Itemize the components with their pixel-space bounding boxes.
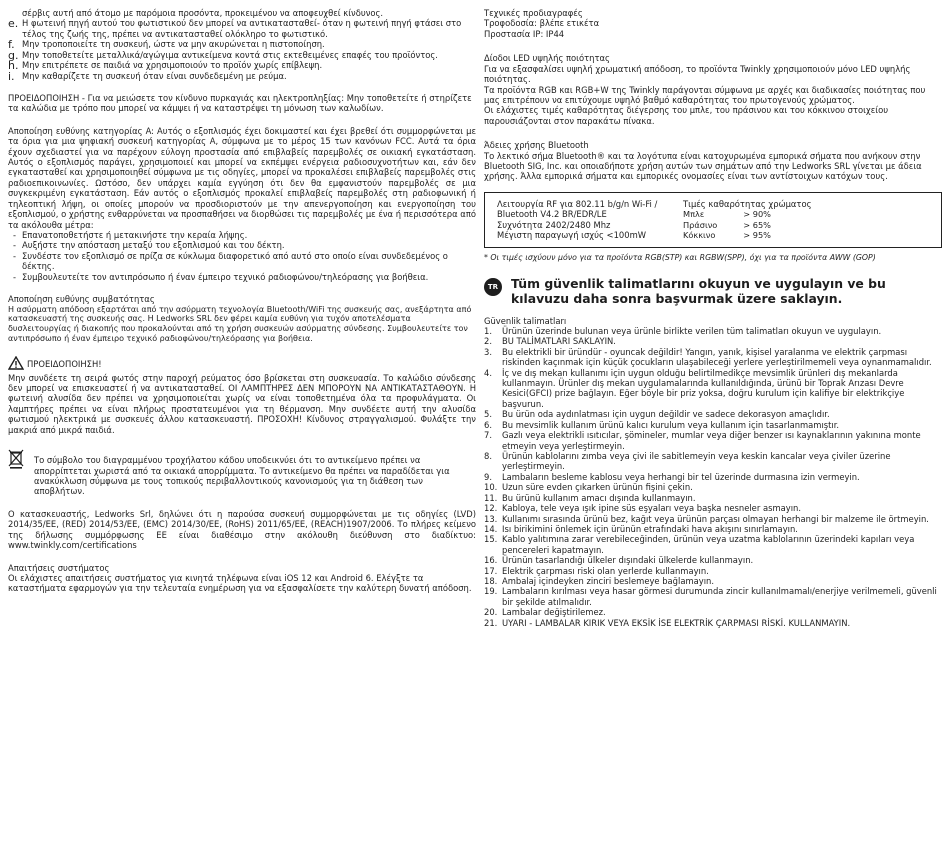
list-item (8, 50, 476, 60)
list-item-text: Ambalaj içindeyken zinciri beslemeye bağlamayın. (502, 576, 715, 587)
list-marker: g. (8, 48, 19, 62)
led-text: Οι ελάχιστες τιμές καθαρότητας διέγερσης του μπλε, του πράσινου και του κόκκινου στοιχείου παρουσιάζονται στον παρακάτω πίνακα. (484, 105, 889, 126)
language-badge: TR (484, 278, 502, 296)
list-item: 3. Bu elektrikli bir üründür - oyuncak değildir! Yangın, yanık, kişisel yaralanma ve elektrik çarpması riskinden kaçınmak için küçük çocukların ulaşabileceği yerlere yerleştirilmemeli veya oynanmamalıdır. (484, 346, 932, 368)
table-row (683, 220, 775, 230)
list-item-text: Elektrik çarpması riski olan yerlerde kullanmayın. (502, 565, 709, 576)
crossed-bin-icon (8, 449, 24, 471)
bt-text: Το λεκτικό σήμα Bluetooth® και τα λογότυπα είναι κατοχυρωμένα εμπορικά σήματα που ανήκουν στην Bluetooth SIG, Inc. και οποιαδήποτε χρήση αυτών των σημάτων από την Ledworks SRL γίνεται με άδεια χρήσης. Άλλα εμπορικά σήματα και εμπορικές ονομασίες είναι των αντίστοιχων κατόχων τους. (484, 150, 922, 182)
bt-heading: Άδειες χρήσης Bluetooth (484, 140, 589, 151)
warning-triangle-icon (8, 356, 24, 372)
purity-table (683, 209, 775, 240)
led-text: Για να εξασφαλίσει υψηλή χρωματική απόδοση, το προϊόντα Twinkly χρησιμοποιούν μόνο LED υψηλής ποιότητας. (484, 63, 911, 85)
list-item: 14. Isı birikimini önlemek için ürünün etrafındaki hava akışını sınırlamayın. (484, 523, 798, 534)
list-item-text: Lambaların kırılması veya hasar görmesi durumunda zincir kullanılmamalı/enerjiye verilmemeli, güvenli bir şekilde atılmalıdır. (502, 586, 937, 607)
rf-line: Λειτουργία RF για 802.11 b/g/n Wi-Fi / (497, 198, 658, 209)
list-item-text: Kullanımı sırasında ürünü bez, kağıt veya ürünün parçası olmayan herhangi bir malzeme ile örtmeyin. (502, 513, 929, 524)
list-item: - Επανατοποθετήστε ή μετακινήστε την κεραία λήψης. (8, 230, 476, 240)
purity-value: > 65% (743, 219, 771, 230)
spec-box (484, 192, 942, 248)
tr-title: Tüm güvenlik talimatlarını okuyun ve uygulayın ve bu kılavuzu daha sonra başvurmak üzere saklayın. (511, 276, 886, 307)
class-a-measures (8, 230, 476, 282)
list-item-text: Μην επιτρέπετε σε παιδιά να χρησιμοποιούν το προϊόν χωρίς επίβλεψη. (22, 60, 323, 71)
rf-specs (493, 199, 683, 241)
list-item: 16. Ürünün tasarlandığı ülkeler dışındaki ülkelerde kullanmayın. (484, 555, 754, 566)
top-continuation: σέρβις αυτή από άτομο με παρόμοια προσόντα, προκειμένου να αποφευχθεί κίνδυνος. (22, 8, 384, 18)
compat-heading: Αποποίηση ευθύνης συμβατότητας (8, 294, 155, 305)
list-item-text: Gazlı veya elektrikli ısıtıcılar, şömineler, mumlar veya diğer benzer ısı kaynaklarının yakınına monte etmeyin veya yerleştirmeyin. (502, 430, 921, 451)
compat-text: Η ασύρματη απόδοση εξαρτάται από την ασύρματη τεχνολογία Bluetooth/WiFi της συσκευής σας, ανεξάρτητα από κατασκευαστή της συσκευής σας. Η Ledworks SRL δεν φέρει καμία ευθύνη για τυχόν αποτελέσματα δυσλειτουργίας ή διακοπής που προκαλούνται από τη χρήση συσκευών ασύρματης σύνδεσης. Συμβουλευτείτε τον αντιπρόσωπο ή έναν έμπειρο τεχνικό ραδιοφώνου/τηλεόρασης για βοήθεια. (8, 304, 472, 344)
list-item (8, 18, 476, 39)
table-row (683, 230, 775, 240)
list-item-text: BU TALİMATLARI SAKLAYIN. (502, 336, 616, 347)
list-item: 20. Lambalar değiştirilemez. (484, 607, 606, 618)
fire-warning: ΠΡΟΕΙΔΟΠΟΙΗΣΗ - Για να μειώσετε τον κίνδυνο πυρκαγιάς και ηλεκτροπληξίας: Μην τοποθετείτε ή στηρίζετε τα καλώδια με τρόπο που μπορεί να κάμψει ή να καταστρέψει τη μόνωση των καλωδίων. (8, 92, 472, 114)
purity-value: > 90% (743, 209, 771, 220)
weee-text: Το σύμβολο του διαγραμμένου τροχήλατου κάδου υποδεικνύει ότι το αντικείμενο πρέπει να απορρίπτεται χωριστά από τα οικιακά απορρίμματα. Το αντικείμενο θα πρέπει να παραδίδεται για ανακύκλωση σύμφωνα με τους τοπικούς περιβαλλοντικούς κανονισμούς για τη διάθεση των αποβλήτων. (34, 455, 450, 497)
list-item-text: Μην τροποποιείτε τη συσκευή, ώστε να μην ακυρώνεται η πιστοποίηση. (22, 39, 325, 50)
list-item-text: Kablo yalıtımına zarar verebileceğinden, ürünün veya uzatma kablolarının üzerindeki kapıları veya pencereleri kapatmayın. (502, 534, 915, 555)
list-item-text: Bu ürünü kullanım amacı dışında kullanmayın. (502, 492, 696, 503)
list-item: 9. Lambaların besleme kablosu veya herhangi bir tel üzerinde durmasına izin vermeyin. (484, 471, 860, 482)
warning-header (8, 356, 476, 372)
list-item-text: Uzun süre evden çıkarken ürünün fişini çekin. (502, 482, 693, 493)
list-item: 17. Elektrik çarpması riski olan yerlerde kullanmayın. (484, 565, 709, 576)
rf-line: Bluetooth V4.2 BR/EDR/LE (497, 209, 607, 220)
list-item-text: Μην καθαρίζετε τη συσκευή όταν είναι συνδεδεμένη με ρεύμα. (22, 70, 287, 81)
led-heading: Δίοδοι LED υψηλής ποιότητας (484, 53, 610, 64)
class-a-heading: Αποποίηση ευθύνης κατηγορίας A: (8, 125, 154, 136)
spec-line: Προστασία IP: IP44 (484, 28, 565, 39)
list-item: 19. Lambaların kırılması veya hasar görmesi durumunda zincir kullanılmamalı/enerjiye verilmemeli, güvenli bir şekilde atılmalıdır. (484, 586, 937, 607)
class-a-disclaimer (8, 126, 476, 230)
list-item: 15. Kablo yalıtımına zarar verebileceğinden, ürünün veya uzatma kablolarının üzerindeki kapıları veya pencereleri kapatmayın. (484, 534, 915, 555)
list-item (8, 59, 476, 73)
tr-subheading: Güvenlik talimatları (484, 315, 567, 326)
warning-text: Μην συνδέετε τη σειρά φωτός στην παροχή ρεύματος όσο βρίσκεται στη συσκευασία. Το καλώδιο σύνδεσης δεν μπορεί να επισκευαστεί ή να αντικατασταθεί. ΟΙ ΛΑΜΠΤΗΡΕΣ ΔΕΝ ΜΠΟΡΟΥΝ ΝΑ ΑΝΤΙΚΑΤΑΣΤΑΘΟΥΝ. Η φωτεινή αλυσίδα δεν πρέπει να χρησιμοποιείται χωρίς να είναι τοποθετημένα όλα τα προφυλάγματα. Οι λαμπτήρες πρέπει να είναι πλήρως προστατευμένοι για τη θέρμανση. Μην συνδέετε αυτή την αλυσίδα φωτισμού ηλεκτρικά με συσκευές άλλου κατασκευαστή. ΠΡΟΣΟΧΗ! Κίνδυνος στραγγαλισμού. Φυλάξτε την μακριά από μικρά παιδιά. (8, 372, 476, 435)
spec-line: Τροφοδοσία: βλέπε ετικέτα (484, 18, 600, 29)
list-marker: i. (8, 69, 15, 83)
list-item: 7. Gazlı veya elektrikli ısıtıcılar, şömineler, mumlar veya diğer benzer ısı kaynaklarının yakınına monte etmeyin veya yerleştirmeyin. (484, 430, 921, 451)
purity-table-wrap (683, 199, 933, 241)
list-item-text: Bu elektrikli bir üründür - oyuncak değildir! Yangın, yanık, kişisel yaralanma ve elektrik çarpması riskinden kaçınmak için küçük çocukların ulaşabileceği yerlere yerleştirilmemeli veya oynanmamalıdır. (502, 346, 932, 368)
list-item-text: UYARI - LAMBALAR KIRIK VEYA EKSİK İSE ELEKTRİK ÇARPMASI RİSKİ. KULLANMAYIN. (502, 617, 851, 628)
list-item: 2. BU TALİMATLARI SAKLAYIN. (484, 336, 616, 347)
left-column (8, 8, 476, 594)
list-item: 18. Ambalaj içindeyken zinciri beslemeye bağlamayın. (484, 576, 715, 587)
list-item: 21. UYARI - LAMBALAR KIRIK VEYA EKSİK İSE ELEKTRİK ÇARPMASI RİSKİ. KULLANMAYIN. (484, 617, 851, 628)
list-item-text: Ürünün tasarlandığı ülkeler dışındaki ülkelerde kullanmayın. (502, 555, 754, 566)
list-marker: e. (8, 17, 19, 31)
spec-heading: Τεχνικές προδιαγραφές (484, 8, 583, 18)
list-item (8, 71, 476, 81)
list-item: - Συμβουλευτείτε τον αντιπρόσωπο ή έναν έμπειρο τεχνικό ραδιοφώνου/τηλεόρασης για βοήθεια. (8, 272, 476, 282)
list-item-text: Lambalar değiştirilemez. (502, 607, 606, 618)
list-item-text: Isı birikimini önlemek için ürünün etrafındaki hava akışını sınırlamayın. (502, 523, 798, 534)
list-item: 12. Kabloya, tele veya ışık ipine süs eşyaları veya başka nesneler asmayın. (484, 503, 801, 514)
list-marker: f. (8, 38, 15, 52)
rf-line: Μέγιστη παραγωγή ισχύς <100mW (497, 230, 647, 241)
sysreq-heading: Απαιτήσεις συστήματος (8, 562, 110, 573)
list-item-text: Μην τοποθετείτε μεταλλικά/αγώγιμα αντικείμενα κοντά στις εκτεθειμένες επαφές του προϊόντος. (22, 49, 438, 60)
list-marker: h. (8, 59, 19, 73)
purity-color: Πράσινο (683, 219, 718, 230)
purity-color: Κόκκινο (683, 229, 716, 240)
rf-line: Συχνότητα 2402/2480 Mhz (497, 219, 611, 230)
led-text: Τα προϊόντα RGB και RGB+W της Twinkly παράγονται σύμφωνα με αρχές και διαδικασίες ποιότητας που μας επιτρέπουν να επιτύχουμε υψηλό βαθμό καθαρότητας του πρωτογενούς χρώματος. (484, 84, 926, 105)
tr-header (484, 276, 942, 306)
declaration-text: Ο κατασκευαστής, Ledworks Srl, δηλώνει ότι η παρούσα συσκευή συμμορφώνεται με τις οδηγίες (LVD) 2014/35/EE, (RED) 2014/53/EE, (EMC) 2014/30/EE, (RoHS) 2011/65/EE, (REACH)1907/2006. Το πλήρες κείμενο της δήλωσης συμμόρφωσης ΕΕ είναι διαθέσιμο στην ακόλουθη διεύθυνση στο διαδίκτυο: www.twinkly.com/certifications (8, 508, 476, 551)
top-items-list (8, 18, 476, 81)
class-a-text: Αυτός ο εξοπλισμός έχει δοκιμαστεί και έχει βρεθεί ότι συμμορφώνεται με τα όρια για μια ψηφιακή συσκευή κατηγορίας A, σύμφωνα με το μέρος 15 των κανόνων FCC. Αυτά τα όρια έχουν σχεδιαστεί για να παρέχουν εύλογη προστασία από επιβλαβείς παρεμβολές σε οικιακή εγκατάσταση. Αυτός ο εξοπλισμός παράγει, χρησιμοποιεί και μπορεί να εκπέμψει ενέργεια ραδιοσυχνοτήτων και, εάν δεν εγκατασταθεί και χρησιμοποιηθεί σύμφωνα με τις οδηγίες, μπορεί να προκαλέσει επιβλαβείς παρεμβολές στις ραδιοεπικοινωνίες. Ωστόσο, δεν υπάρχει καμία εγγύηση ότι δεν θα εμφανιστούν παρεμβολές σε μια συγκεκριμένη εγκατάσταση. Εάν αυτός ο εξοπλισμός προκαλεί επιβλαβείς παρεμβολές στη ραδιοφωνική ή τηλεοπτική λήψη, οι οποίες μπορούν να προσδιοριστούν με την απενεργοποίηση και ενεργοποίηση του εξοπλισμού, ο χρήστης ενθαρρύνεται να προσπαθήσει να διορθώσει τις παρεμβολές με ένα ή περισσότερα από τα ακόλουθα μέτρα: (8, 125, 476, 230)
list-item: 1. Ürünün üzerinde bulunan veya ürünle birlikte verilen tüm talimatları okuyun ve uygulayın. (484, 325, 882, 336)
list-item: 8. Ürünün kablolarını zımba veya çivi ile sabitlemeyin veya keskin kancalar veya çiviler üzerine yerleştirmeyin. (484, 450, 891, 472)
list-item: 4. İç ve dış mekan kullanımı için uygun olduğu belirtilmedikçe mevsimlik ürünleri dış mekanlarda kullanmayın. Ürünler dış mekan uygulamalarında kullanıldığında, ürünü bir Toprak Arızası Devre Kesici(GFCI) prize bağlayın. Eğer böyle bir priz yoksa, doğru kurulum için kalifiye bir elektrikçiye başvurun. (484, 367, 905, 409)
list-item: - Αυξήστε την απόσταση μεταξύ του εξοπλισμού και του δέκτη. (8, 240, 476, 250)
purity-color: Μπλε (683, 209, 705, 220)
warning-title: ΠΡΟΕΙΔΟΠΟΙΗΣΗ! (27, 359, 102, 370)
list-item: 5. Bu ürün oda aydınlatması için uygun değildir ve sadece dekorasyon amaçlıdır. (484, 409, 830, 420)
tr-safety-list (484, 326, 942, 628)
list-item-text: Η φωτεινή πηγή αυτού του φωτιστικού δεν μπορεί να αντικατασταθεί- όταν η φωτεινή πηγή φτάσει στο τέλος της ζωής της, πρέπει να αντικατασταθεί ολόκληρο το φωτιστικό. (22, 18, 462, 39)
list-item-text: Kabloya, tele veya ışık ipine süs eşyaları veya başka nesneler asmayın. (502, 503, 801, 514)
purity-footnote: * Οι τιμές ισχύουν μόνο για τα προϊόντα RGB(STP) και RGBW(SPP), όχι για τα προϊόντα AWW (GOP) (484, 252, 876, 262)
list-item-text: İç ve dış mekan kullanımı için uygun olduğu belirtilmedikçe mevsimlik ürünleri dış mekanlarda kullanmayın. Ürünler dış mekan uygulamalarında kullanıldığında, ürünü bir Toprak Arızası Devre Kesici(GFCI) prize bağlayın. Eğer böyle bir priz yoksa, doğru kurulum için kalifiye bir elektrikçiye başvurun. (502, 367, 905, 409)
purity-value: > 95% (743, 229, 771, 240)
list-item: 11. Bu ürünü kullanım amacı dışında kullanmayın. (484, 492, 696, 503)
purity-heading: Τιμές καθαρότητας χρώματος (683, 198, 812, 209)
sysreq-text: Οι ελάχιστες απαιτήσεις συστήματος για κινητά τηλέφωνα είναι iOS 12 και Android 6. Ελέγξτε τα καταστήματα εφαρμογών για την τελευταία ενημέρωση για να εξασφαλίσετε την καλύτερη δυνατή απόδοση. (8, 572, 472, 594)
list-item-text: Ürünün üzerinde bulunan veya ürünle birlikte verilen tüm talimatları okuyun ve uygulayın. (502, 325, 882, 336)
list-item-text: Bu ürün oda aydınlatması için uygun değildir ve sadece dekorasyon amaçlıdır. (502, 409, 830, 420)
right-column (484, 8, 942, 628)
weee-section (8, 449, 476, 497)
list-item: - Συνδέστε τον εξοπλισμό σε πρίζα σε κύκλωμα διαφορετικό από αυτό στο οποίο είναι συνδεδεμένος ο δέκτης. (8, 251, 476, 272)
list-item: 10. Uzun süre evden çıkarken ürünün fişini çekin. (484, 482, 693, 493)
list-item-text: Lambaların besleme kablosu veya herhangi bir tel üzerinde durmasına izin vermeyin. (502, 471, 860, 482)
list-item: 13. Kullanımı sırasında ürünü bez, kağıt veya ürünün parçası olmayan herhangi bir malzeme ile örtmeyin. (484, 513, 929, 524)
table-row (683, 209, 775, 219)
list-item (8, 38, 476, 52)
list-item-text: Bu mevsimlik kullanım ürünü kalıcı kurulum veya kullanım için tasarlanmamıştır. (502, 419, 840, 430)
list-item: 6. Bu mevsimlik kullanım ürünü kalıcı kurulum veya kullanım için tasarlanmamıştır. (484, 419, 840, 430)
list-item-text: Ürünün kablolarını zımba veya çivi ile sabitlemeyin veya keskin kancalar veya çiviler üzerine yerleştirmeyin. (502, 450, 891, 472)
